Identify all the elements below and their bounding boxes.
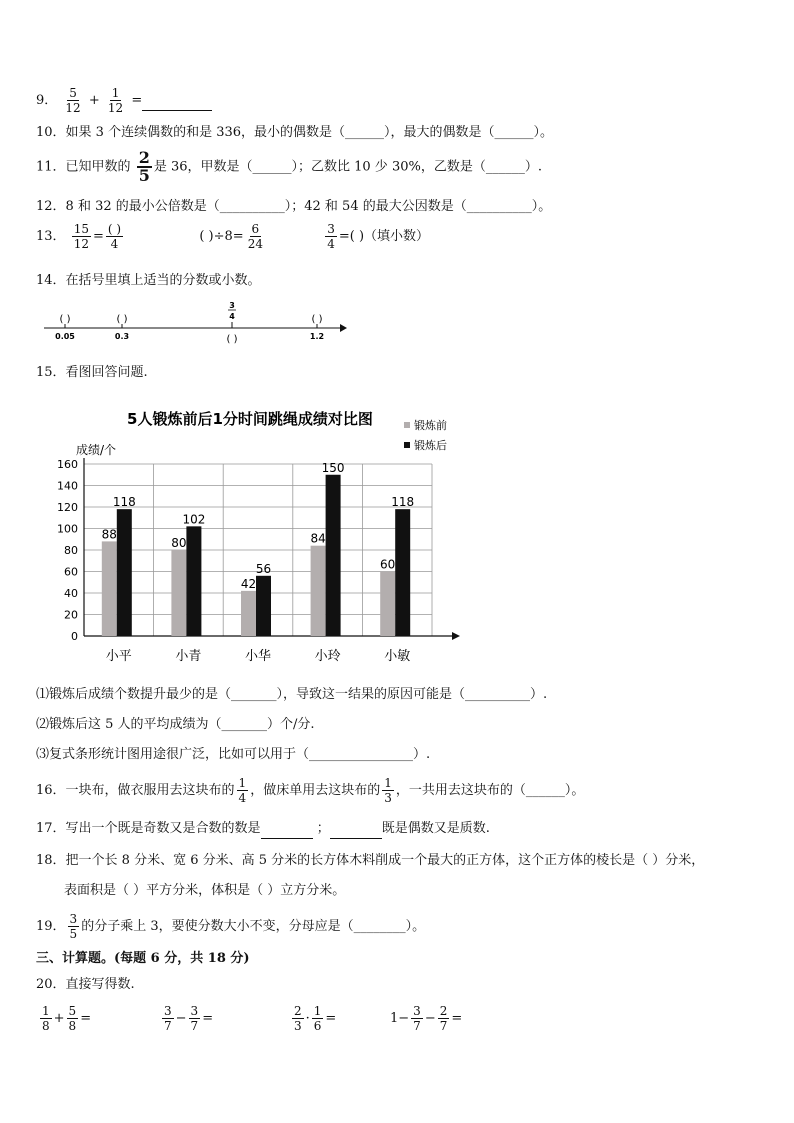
fraction: $\frac{1}{4}$ bbox=[238, 776, 247, 805]
y-tick-label: 20 bbox=[64, 608, 78, 622]
fraction-numerator: 3 bbox=[229, 301, 235, 310]
legend-label: 锻炼前 bbox=[414, 419, 447, 432]
question-15-3: ⑶复式条形统计图用途很广泛，比如可以用于（________________）. bbox=[36, 747, 431, 762]
data-label: 102 bbox=[182, 512, 206, 527]
legend-label: 锻炼后 bbox=[414, 439, 447, 452]
fraction: $\frac{15}{12}$ bbox=[73, 222, 89, 251]
y-tick-label: 0 bbox=[71, 630, 78, 643]
fraction: $\frac{1}{12}$ bbox=[107, 86, 124, 115]
section-title: 三、计算题。(每题 6 分，共 18 分) bbox=[36, 951, 250, 966]
blank-label[interactable]: ( ) bbox=[311, 314, 323, 325]
y-tick-label: 100 bbox=[57, 522, 78, 536]
answer-blank[interactable] bbox=[261, 820, 313, 839]
fraction: $\frac{5}{12}$ bbox=[65, 86, 81, 115]
question-13: 13． $\frac{15}{12}$ = $\frac{( )}{4}$ ( )÷8= $\frac{6}{24}$ $\frac{3}{4}$ =( )（填小数） bbox=[36, 222, 430, 251]
data-label: 80 bbox=[171, 536, 187, 550]
tick-label: 0.05 bbox=[55, 332, 75, 341]
question-16: 16．一块布，做衣服用去这块布的 $\frac{1}{4}$ ，做床单用去这块布的 $\frac{1}{3}$ ，一共用去这块布的（______）。 bbox=[36, 776, 585, 805]
question-number: 9． bbox=[36, 93, 58, 108]
expression-1: $\frac{1}{8}$ + $\frac{5}{8}$ = bbox=[42, 1004, 92, 1033]
tick-label: 1.2 bbox=[309, 332, 325, 341]
x-axis-arrow-icon bbox=[452, 632, 460, 640]
data-label: 118 bbox=[112, 495, 136, 510]
x-tick-label: 小玲 bbox=[314, 649, 341, 664]
data-label: 56 bbox=[255, 561, 272, 576]
question-18-line1: 18．把一个长 8 分米、宽 6 分米、高 5 分米的长方体木料削成一个最大的正方体，这个正方体的棱长是（ ）分米， bbox=[36, 853, 705, 868]
arrow-icon bbox=[340, 324, 347, 332]
chart-legend bbox=[404, 418, 447, 452]
tick-label: 0.3 bbox=[114, 332, 130, 341]
chart-title: 5人锻炼前后1分时间跳绳成绩对比图 bbox=[127, 410, 373, 428]
question-15: 15．看图回答问题. bbox=[36, 365, 148, 380]
question-12: 12．8 和 32 的最小公倍数是（__________）；42 和 54 的最大公因数是（__________）。 bbox=[36, 199, 552, 214]
bar bbox=[186, 526, 201, 636]
bar bbox=[311, 546, 326, 636]
x-tick-label: 小华 bbox=[244, 649, 272, 664]
question-14: 14．在括号里填上适当的分数或小数。 bbox=[36, 273, 261, 288]
data-label: 88 bbox=[101, 527, 117, 542]
bar-chart bbox=[34, 402, 464, 674]
question-18-line2: 表面积是（ ）平方分米，体积是（ ）立方分米。 bbox=[64, 883, 346, 898]
question-19: 19． $\frac{3}{5}$ 的分子乘上 3，要使分数大小不变，分母应是（________）。 bbox=[36, 912, 426, 941]
data-label: 150 bbox=[321, 460, 345, 475]
question-15-1: ⑴锻炼后成绩个数提升最少的是（_______），导致这一结果的原因可能是（__________）. bbox=[36, 687, 548, 702]
fraction: $\frac{( )}{4}$ bbox=[107, 222, 122, 251]
y-tick-label: 60 bbox=[64, 565, 78, 579]
bar bbox=[102, 541, 117, 636]
expression-4: 1− $\frac{3}{7}$ − $\frac{2}{7}$ = bbox=[390, 1004, 463, 1033]
question-11: 11．已知甲数的 $\frac{2}{5}$ 是 36，甲数是（______）；乙数比 10 少 30%，乙数是（______）. bbox=[36, 148, 542, 185]
y-tick-label: 80 bbox=[64, 544, 78, 557]
blank-label[interactable]: ( ) bbox=[226, 334, 238, 345]
answer-blank[interactable] bbox=[330, 820, 382, 839]
expression-3: $\frac{2}{3}$ · $\frac{1}{6}$ = bbox=[294, 1004, 337, 1033]
y-tick-label: 40 bbox=[64, 587, 78, 600]
bar bbox=[241, 591, 256, 636]
question-20: 20．直接写得数. bbox=[36, 977, 135, 992]
bar bbox=[326, 475, 341, 636]
legend-swatch bbox=[404, 442, 410, 448]
question-9: 9． $\frac{5}{12}$ + $\frac{1}{12}$ = bbox=[36, 86, 212, 115]
data-label: 84 bbox=[310, 531, 326, 546]
legend-swatch bbox=[404, 422, 410, 428]
question-17: 17．写出一个既是奇数又是合数的数是 ； 既是偶数又是质数. bbox=[36, 820, 490, 839]
bar bbox=[256, 576, 271, 636]
fraction: $\frac{3}{5}$ bbox=[69, 912, 78, 941]
data-label: 118 bbox=[391, 495, 415, 510]
blank-label[interactable]: ( ) bbox=[116, 314, 128, 325]
fraction: $\frac{1}{3}$ bbox=[384, 776, 392, 805]
fraction: $\frac{3}{4}$ bbox=[327, 222, 335, 251]
blank-label[interactable]: ( ) bbox=[59, 314, 71, 325]
question-10: 10．如果 3 个连续偶数的和是 336，最小的偶数是（______），最大的偶数是（______）。 bbox=[36, 125, 554, 140]
fraction: $\frac{2}{5}$ bbox=[138, 148, 150, 185]
bar bbox=[117, 509, 132, 636]
bar bbox=[380, 572, 395, 637]
bar bbox=[395, 509, 410, 636]
expression-2: $\frac{3}{7}$ − $\frac{3}{7}$ = bbox=[164, 1004, 214, 1033]
question-15-2: ⑵锻炼后这 5 人的平均成绩为（_______）个/分. bbox=[36, 717, 315, 732]
bar bbox=[171, 550, 186, 636]
x-tick-label: 小青 bbox=[175, 649, 202, 664]
chart-bars bbox=[102, 475, 410, 636]
fraction: $\frac{6}{24}$ bbox=[247, 222, 263, 251]
x-tick-label: 小敏 bbox=[384, 649, 411, 664]
fraction-denominator: 4 bbox=[229, 312, 235, 321]
number-line bbox=[40, 300, 350, 346]
data-label: 42 bbox=[240, 576, 257, 591]
y-axis-label: 成绩/个 bbox=[76, 443, 117, 457]
data-label: 60 bbox=[380, 557, 396, 572]
y-tick-label: 140 bbox=[57, 479, 78, 493]
x-tick-label: 小平 bbox=[105, 649, 132, 664]
y-tick-label: 160 bbox=[57, 458, 78, 471]
answer-blank[interactable] bbox=[142, 92, 212, 111]
y-tick-label: 120 bbox=[57, 501, 78, 514]
